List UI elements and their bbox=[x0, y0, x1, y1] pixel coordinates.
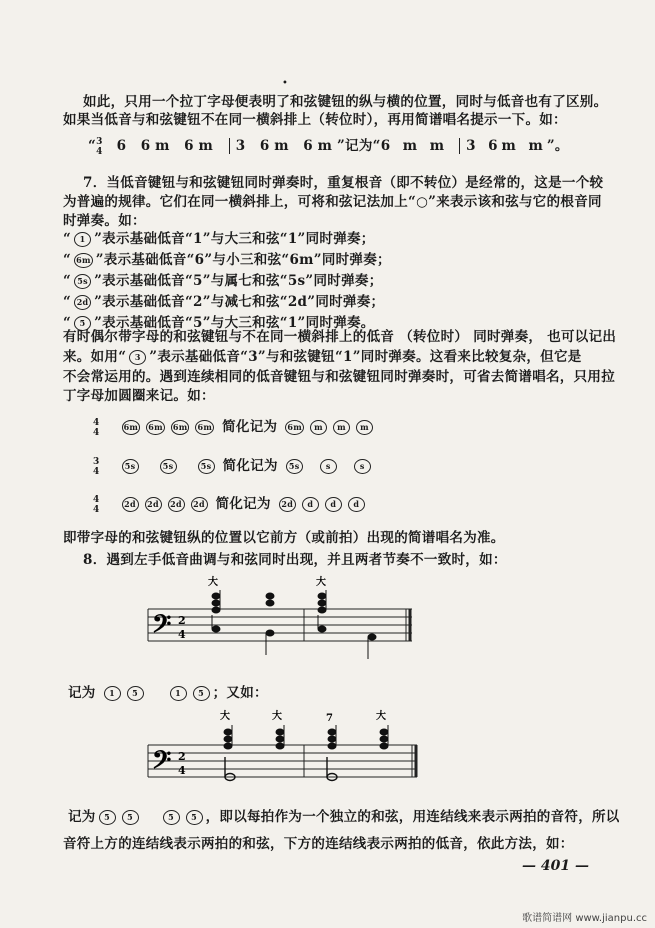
simplify-row-1: 4 4 6m 6m 6m 6m 简化记为 6m m m m bbox=[93, 415, 376, 438]
time-signature: 3 4 bbox=[96, 136, 103, 157]
svg-text:4: 4 bbox=[178, 628, 186, 641]
chord-mark: 大 bbox=[272, 711, 282, 722]
page-number: — 401 — bbox=[522, 858, 589, 874]
paragraph-1: 如此，只用一个拉丁字母便表明了和弦键钮的纵与横的位置，同时与低音也有了区别。 bbox=[83, 94, 608, 110]
paragraph-2: 如果当低音与和弦键钮不在同一横斜排上（转位时），再用简谱唱名提示一下。如： bbox=[63, 112, 567, 128]
music-staff-2 bbox=[140, 705, 425, 795]
chord-mark: 大 bbox=[220, 711, 230, 722]
chord-mark: 大 bbox=[376, 711, 386, 722]
paragraph-4c: 不会常运用的。遇到连续相同的低音键钮与和弦键钮同时弹奏时，可省去简谱唱名，只用拉 bbox=[63, 369, 615, 385]
paragraph-4a: 有时偶尔带字母的和弦键钮与不在同一横斜排上的低音 （转位时） 同时弹奏， 也可以记出 bbox=[63, 329, 617, 345]
paragraph-3b: 为普遍的规律。它们在同一横斜排上，可将和弦记法加上“○”来表示该和弦与它的根音同 bbox=[63, 194, 602, 210]
rule-5: “ 5 ”表示基础低音“5”与大三和弦“1”同时弹奏。 bbox=[63, 315, 375, 331]
rule-3: “ 5s ”表示基础低音“5”与属七和弦“5s”同时弹奏； bbox=[63, 273, 383, 289]
chord-mark: 7 bbox=[326, 713, 333, 724]
chord-mark: 大 bbox=[208, 577, 218, 588]
paragraph-7a: 记为 5 5 5 5 ，即以每拍作为一个独立的和弦，用连结线来表示两拍的音符，所以 bbox=[68, 809, 620, 825]
paragraph-3a: 7．当低音键钮与和弦键钮同时弹奏时，重复根音（即不转位）是经常的，这是一个较 bbox=[83, 175, 604, 191]
svg-text:4: 4 bbox=[178, 764, 186, 777]
example-1: “3 4 6 6m 6m 3 6m 6m”记为“6 m m 3 6m m”。 bbox=[88, 136, 569, 157]
chord-mark: 大 bbox=[316, 577, 326, 588]
rule-2: “ 6m ”表示基础低音“6”与小三和弦“6m”同时弹奏； bbox=[63, 252, 391, 268]
svg-text:2: 2 bbox=[178, 614, 186, 627]
paragraph-6: 8．遇到左手低音曲调与和弦同时出现，并且两者节奏不一致时，如： bbox=[83, 552, 507, 568]
record-1: 记为 1 5 1 5 ；又如： bbox=[68, 685, 268, 701]
paragraph-3c: 时弹奏。如： bbox=[63, 213, 146, 229]
paragraph-7b: 音符上方的连结线表示两拍的和弦，下方的连结线表示两拍的低音，依此方法，如： bbox=[63, 836, 574, 852]
rule-1: “ 1 ”表示基础低音“1”与大三和弦“1”同时弹奏； bbox=[63, 231, 375, 247]
watermark: 歌谱简谱网 www.jianpu.cc bbox=[522, 913, 647, 924]
dot-mark: • bbox=[282, 78, 289, 89]
simplify-row-3: 4 4 2d 2d 2d 2d 简化记为 2d d d d bbox=[93, 492, 368, 515]
music-staff-1 bbox=[140, 575, 420, 675]
paragraph-4b: 来。如用“ 3 ”表示基础低音“3”与和弦键钮“1”同时弹奏。这看来比较复杂，但它是 bbox=[63, 349, 582, 365]
paragraph-4d: 丁字母加圆圈来记。如： bbox=[63, 388, 215, 404]
bass-clef: 𝄢 bbox=[152, 610, 172, 645]
svg-text:𝄢: 𝄢 bbox=[152, 746, 172, 781]
svg-text:2: 2 bbox=[178, 750, 186, 763]
rule-4: “ 2d ”表示基础低音“2”与减七和弦“2d”同时弹奏； bbox=[63, 294, 385, 310]
paragraph-5: 即带字母的和弦键钮纵的位置以它前方（或前拍）出现的简谱唱名为准。 bbox=[63, 530, 505, 546]
simplify-row-2: 3 4 5s 5s 5s 简化记为 5s s s bbox=[93, 454, 374, 477]
